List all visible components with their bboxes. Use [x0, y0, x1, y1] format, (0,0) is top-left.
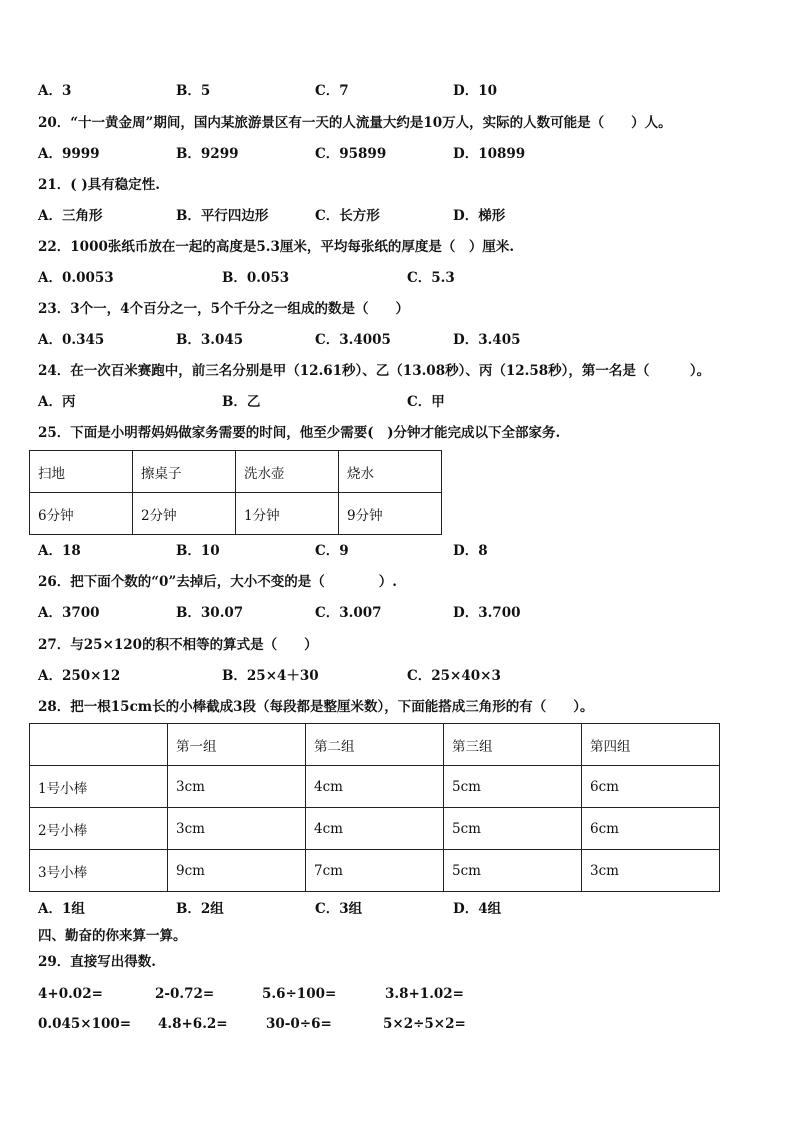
q26-option-d: D．3.700: [453, 605, 521, 621]
q28-table: [29, 723, 720, 892]
q28-cell: 4cm: [306, 808, 444, 850]
q20-option-b: B．9299: [176, 146, 239, 162]
q23-option-a: A．0.345: [38, 332, 105, 348]
q25-value-cell: 2分钟: [133, 493, 236, 535]
q27-stem: 27．与25×120的积不相等的算式是（ ）: [38, 637, 318, 653]
q29-calc: 2-0.72=: [155, 986, 215, 1002]
q28-cell: 9cm: [168, 850, 306, 892]
section-four-title: 四、勤奋的你来算一算。: [38, 928, 187, 944]
q25-header-cell: 扫地: [30, 451, 133, 493]
q28-cell: 5cm: [444, 850, 582, 892]
q20-option-c: C．95899: [315, 146, 387, 162]
q19-option-a: A．3: [38, 83, 72, 99]
q21-option-b: B．平行四边形: [176, 208, 269, 224]
q28-cell: 6cm: [582, 808, 720, 850]
q28-row-label: 3号小棒: [30, 850, 168, 892]
q28-cell: 5cm: [444, 808, 582, 850]
q28-row-label: 2号小棒: [30, 808, 168, 850]
q25-table: [29, 450, 442, 535]
q28-row-label: 1号小棒: [30, 766, 168, 808]
q28-cell: 3cm: [582, 850, 720, 892]
q29-stem: 29．直接写出得数.: [38, 954, 156, 970]
q25-value-cell: 9分钟: [339, 493, 442, 535]
q19-option-b: B．5: [176, 83, 211, 99]
q29-calc: 4+0.02=: [38, 986, 103, 1002]
q21-option-a: A．三角形: [38, 208, 103, 224]
q22-option-b: B．0.053: [222, 270, 290, 286]
q29-calc: 5.6÷100=: [262, 986, 337, 1002]
q29-calc: 3.8+1.02=: [385, 986, 464, 1002]
q28-cell: 3cm: [168, 808, 306, 850]
q20-option-a: A．9999: [38, 146, 100, 162]
q28-header-cell: 第一组: [168, 724, 306, 766]
q28-header-cell: 第四组: [582, 724, 720, 766]
q21-option-c: C．长方形: [315, 208, 380, 224]
q19-option-c: C．7: [315, 83, 349, 99]
q28-option-b: B．2组: [176, 901, 224, 917]
q26-option-c: C．3.007: [315, 605, 382, 621]
q26-option-b: B．30.07: [176, 605, 244, 621]
q29-calc: 4.8+6.2=: [158, 1016, 228, 1032]
q22-option-c: C．5.3: [407, 270, 455, 286]
q28-header-cell: 第二组: [306, 724, 444, 766]
q22-option-a: A．0.0053: [38, 270, 114, 286]
q28-cell: 3cm: [168, 766, 306, 808]
q24-option-c: C．甲: [407, 394, 445, 410]
q25-option-a: A．18: [38, 543, 81, 559]
q28-option-c: C．3组: [315, 901, 363, 917]
q28-cell: 5cm: [444, 766, 582, 808]
q19-option-d: D．10: [453, 83, 497, 99]
table-row: [30, 808, 720, 850]
q28-option-a: A．1组: [38, 901, 85, 917]
q28-cell: 4cm: [306, 766, 444, 808]
q25-value-cell: 1分钟: [236, 493, 339, 535]
q22-stem: 22．1000张纸币放在一起的高度是5.3厘米，平均每张纸的厚度是（ ）厘米.: [38, 239, 515, 255]
q27-option-a: A．250×12: [38, 668, 121, 684]
q21-option-d: D．梯形: [453, 208, 506, 224]
q23-stem: 23．3个一，4个百分之一，5个千分之一组成的数是（ ）: [38, 301, 409, 317]
q28-cell: 7cm: [306, 850, 444, 892]
q25-option-b: B．10: [176, 543, 220, 559]
q23-option-c: C．3.4005: [315, 332, 391, 348]
table-row: [30, 766, 720, 808]
q28-cell: 6cm: [582, 766, 720, 808]
q25-value-cell: 6分钟: [30, 493, 133, 535]
q28-option-d: D．4组: [453, 901, 502, 917]
q25-stem: 25．下面是小明帮妈妈做家务需要的时间，他至少需要( )分钟才能完成以下全部家务.: [38, 425, 561, 441]
q29-calc: 30-0÷6=: [266, 1016, 332, 1032]
q24-option-b: B．乙: [222, 394, 261, 410]
q25-header-cell: 擦桌子: [133, 451, 236, 493]
q29-calc: 0.045×100=: [38, 1016, 132, 1032]
q26-stem: 26．把下面个数的“0”去掉后，大小不变的是（ ）.: [38, 574, 397, 590]
q27-option-c: C．25×40×3: [407, 668, 501, 684]
q24-option-a: A．丙: [38, 394, 76, 410]
q25-header-cell: 烧水: [339, 451, 442, 493]
table-row: [30, 850, 720, 892]
q25-option-d: D．8: [453, 543, 488, 559]
q25-option-c: C．9: [315, 543, 349, 559]
q27-option-b: B．25×4＋30: [222, 668, 319, 684]
q20-stem: 20．“十一黄金周”期间，国内某旅游景区有一天的人流量大约是10万人，实际的人数可能是（ ）人。: [38, 115, 672, 131]
q28-stem: 28．把一根15cm长的小棒截成3段（每段都是整厘米数），下面能搭成三角形的有（ ）。: [38, 699, 594, 715]
q24-stem: 24．在一次百米赛跑中，前三名分别是甲（12.61秒）、乙（13.08秒）、丙（12.58秒），第一名是（ ）。: [38, 363, 711, 379]
q26-option-a: A．3700: [38, 605, 100, 621]
q23-option-d: D．3.405: [453, 332, 521, 348]
q21-stem: 21．( )具有稳定性.: [38, 177, 160, 193]
q20-option-d: D．10899: [453, 146, 526, 162]
q28-header-cell: 第三组: [444, 724, 582, 766]
q28-header-cell: [30, 724, 168, 766]
q29-calc: 5×2÷5×2=: [383, 1016, 466, 1032]
q25-header-cell: 洗水壶: [236, 451, 339, 493]
q23-option-b: B．3.045: [176, 332, 244, 348]
